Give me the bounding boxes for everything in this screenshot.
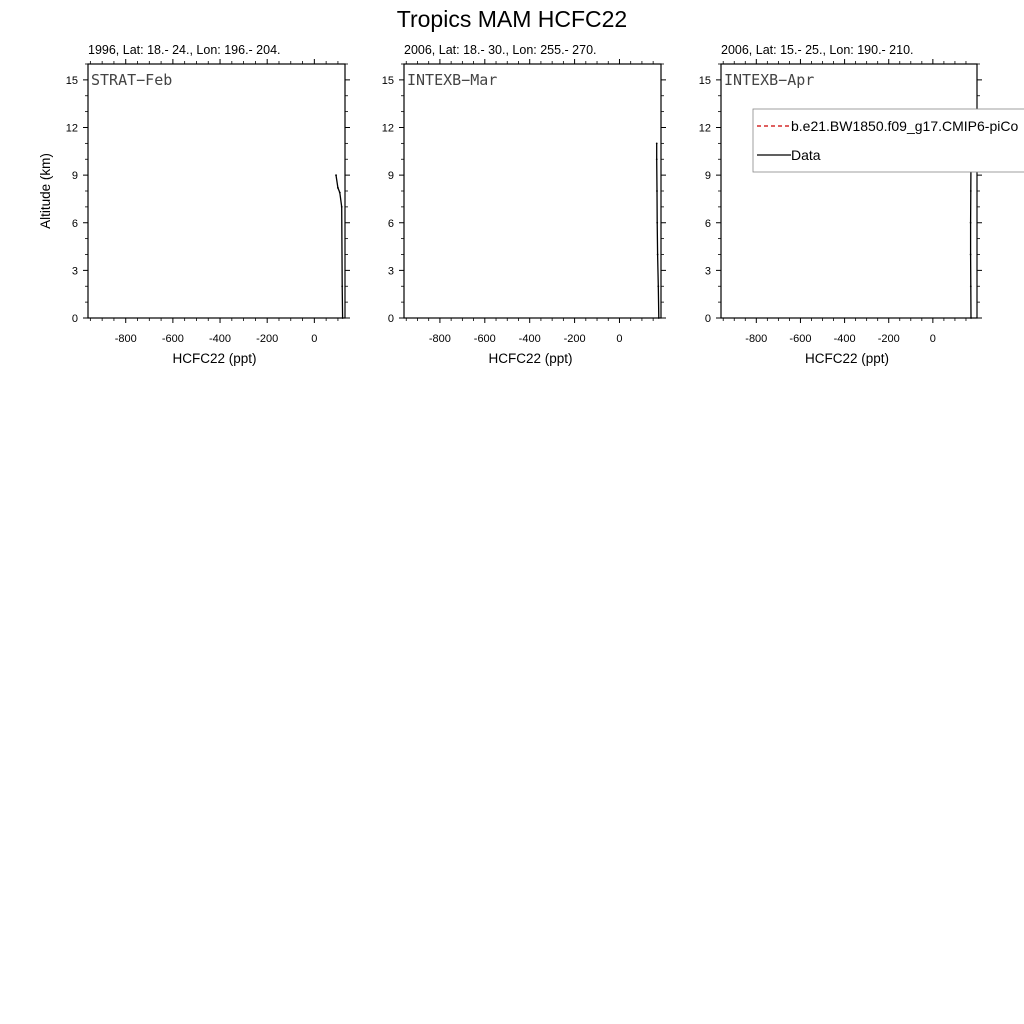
x-tick-label: 0	[311, 333, 318, 345]
x-tick-label: 0	[616, 333, 623, 345]
y-tick-label: 0	[387, 313, 394, 325]
y-tick-label: 9	[704, 170, 711, 183]
y-tick-label: 6	[71, 217, 78, 230]
series-line-data	[657, 143, 659, 318]
data-point	[335, 174, 337, 176]
y-tick-label: 9	[71, 170, 78, 183]
panel-2	[382, 43, 666, 366]
x-tick-label: -200	[563, 333, 586, 345]
x-tick-label: -600	[789, 333, 812, 345]
data-point	[658, 317, 660, 319]
y-tick-label: 0	[704, 313, 711, 325]
data-point	[657, 254, 659, 256]
x-tick-label: -400	[209, 333, 232, 345]
x-axis-label: HCFC22 (ppt)	[172, 351, 257, 366]
x-tick-label: -200	[877, 333, 900, 345]
panel-subtitle: 2006, Lat: 18.- 30., Lon: 255.- 270.	[404, 43, 597, 57]
plot-frame	[721, 64, 977, 318]
y-tick-label: 3	[71, 265, 78, 278]
plot-frame	[404, 64, 661, 318]
data-point	[657, 285, 659, 287]
data-point	[970, 254, 972, 256]
x-tick-label: -400	[518, 333, 541, 345]
data-point	[970, 222, 972, 224]
data-point	[970, 285, 972, 287]
x-tick-label: -600	[161, 333, 184, 345]
legend-label: Data	[791, 147, 821, 163]
series-line-data	[336, 175, 343, 318]
y-tick-label: 15	[698, 74, 711, 87]
plot-frame	[88, 64, 345, 318]
y-tick-label: 6	[704, 217, 711, 230]
data-point	[656, 190, 658, 192]
legend-label: b.e21.BW1850.f09_g17.CMIP6-piCo	[791, 118, 1019, 134]
y-axis-label: Altitude (km)	[38, 153, 53, 229]
figure-title: Tropics MAM HCFC22	[396, 6, 628, 32]
panel-3	[699, 43, 982, 366]
x-tick-label: -800	[745, 333, 768, 345]
legend	[753, 109, 1024, 172]
data-point	[342, 317, 344, 319]
data-point	[656, 142, 658, 144]
x-tick-label: -800	[114, 333, 137, 345]
y-tick-label: 9	[387, 170, 394, 183]
data-point	[337, 187, 339, 189]
x-axis-label: HCFC22 (ppt)	[488, 351, 573, 366]
x-axis-label: HCFC22 (ppt)	[804, 351, 890, 366]
panels	[38, 43, 982, 366]
data-point	[339, 192, 341, 194]
y-tick-label: 3	[704, 265, 711, 278]
y-tick-label: 15	[381, 74, 394, 87]
panel-label: STRAT−Feb	[91, 71, 173, 89]
data-point	[970, 317, 972, 319]
x-tick-label: 0	[929, 333, 936, 345]
y-tick-label: 0	[71, 313, 78, 325]
y-tick-label: 6	[387, 217, 394, 230]
data-point	[970, 190, 972, 192]
y-tick-label: 12	[65, 122, 78, 135]
panel-label: INTEXB−Mar	[407, 71, 498, 89]
panel-subtitle: 1996, Lat: 18.- 24., Lon: 196.- 204.	[88, 43, 281, 57]
x-tick-label: -200	[256, 333, 279, 345]
y-tick-label: 12	[698, 122, 711, 135]
data-point	[656, 222, 658, 224]
y-tick-label: 3	[387, 265, 394, 278]
panel-label: INTEXB−Apr	[724, 71, 815, 89]
y-tick-label: 12	[381, 122, 394, 135]
x-tick-label: -800	[428, 333, 451, 345]
y-tick-label: 15	[65, 74, 78, 87]
data-point	[341, 206, 343, 208]
x-tick-label: -600	[473, 333, 496, 345]
panel-1	[38, 43, 350, 366]
data-point	[656, 158, 658, 160]
x-tick-label: -400	[833, 333, 856, 345]
data-point	[341, 285, 343, 287]
panel-subtitle: 2006, Lat: 15.- 25., Lon: 190.- 210.	[721, 43, 914, 57]
